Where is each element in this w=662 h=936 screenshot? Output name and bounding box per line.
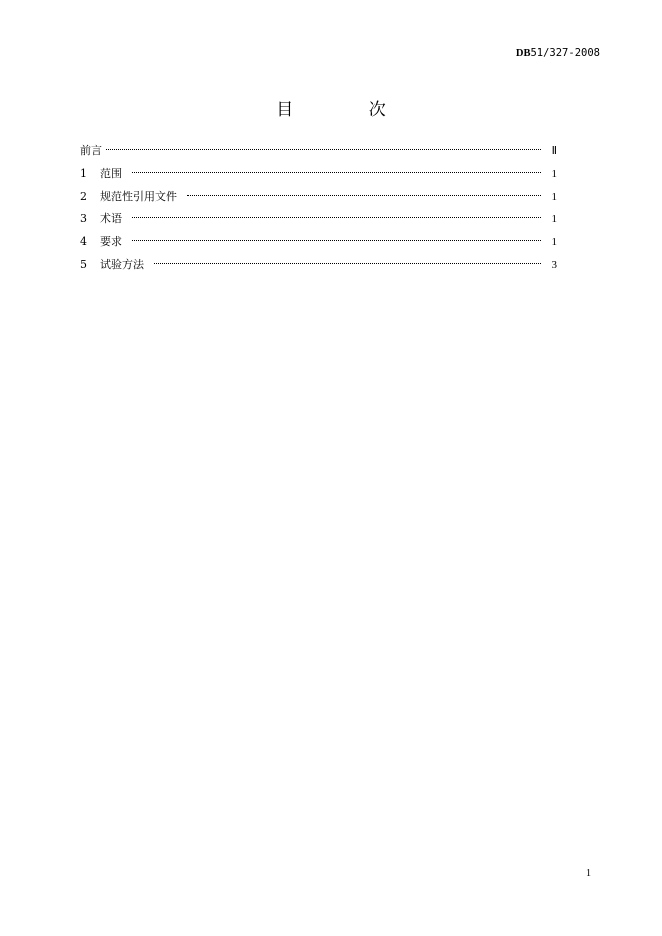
document-code-prefix: DB [515, 48, 531, 59]
toc-entry-foreword[interactable] [80, 143, 557, 166]
document-code-number: 51/327-2008 [530, 47, 600, 59]
toc-entry-number: 1 [80, 166, 87, 180]
toc-leader-dots [132, 172, 541, 173]
toc-leader-dots [132, 240, 541, 241]
toc-entry-number: 5 [80, 257, 87, 271]
toc-entry-normative-references[interactable] [80, 189, 557, 212]
toc-leader-dots [154, 263, 541, 264]
toc-entry-label: 术语 [100, 212, 122, 226]
toc-entry-label: 范围 [100, 166, 122, 180]
toc-title: 目 次 [276, 100, 421, 120]
table-of-contents [80, 143, 557, 280]
toc-entry-number: 3 [80, 212, 87, 226]
toc-entry-page: 1 [551, 167, 557, 180]
toc-entry-label: 规范性引用文件 [100, 189, 177, 203]
toc-entry-terms[interactable] [80, 211, 557, 234]
toc-entry-test-methods[interactable] [80, 257, 557, 280]
toc-entry-number: 4 [80, 235, 87, 249]
toc-leader-dots [187, 195, 541, 196]
toc-entry-page: 1 [551, 236, 557, 249]
toc-entry-page: Ⅱ [551, 145, 557, 157]
toc-entry-label: 要求 [100, 235, 122, 249]
toc-entry-number: 2 [80, 189, 87, 203]
toc-entry-page: 3 [551, 258, 557, 271]
toc-leader-dots [106, 149, 541, 150]
document-code [516, 47, 600, 59]
toc-entry-requirements[interactable] [80, 234, 557, 257]
toc-entry-label: 前言 [80, 144, 102, 157]
toc-entry-page: 1 [551, 190, 557, 203]
page-number: 1 [586, 868, 591, 879]
toc-entry-label: 试验方法 [100, 257, 144, 271]
toc-leader-dots [132, 217, 541, 218]
toc-entry-scope[interactable] [80, 166, 557, 189]
toc-entry-page: 1 [551, 213, 557, 226]
